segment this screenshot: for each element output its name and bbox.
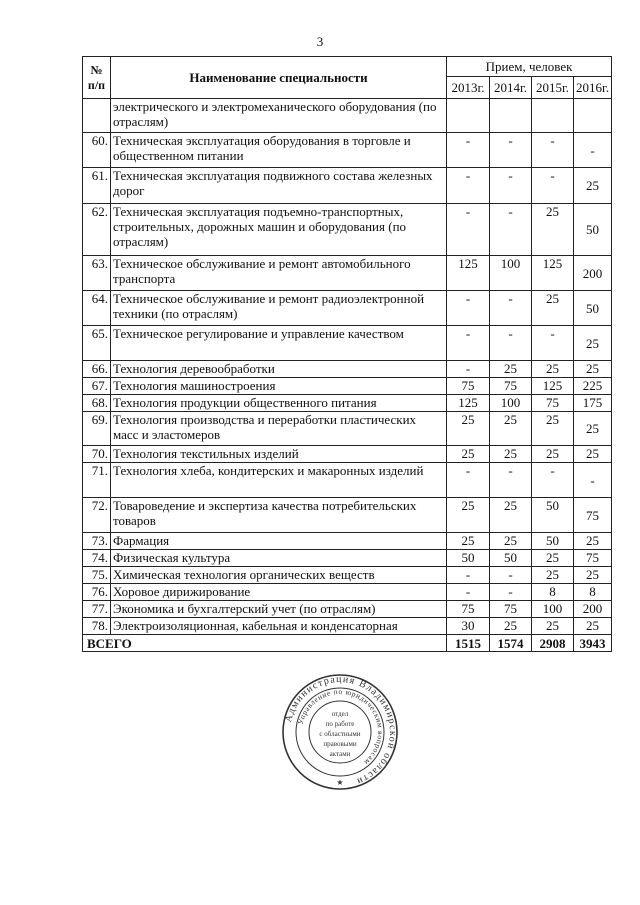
- row-number: 63.: [83, 256, 111, 291]
- table-row: [83, 463, 612, 498]
- row-number: 71.: [83, 463, 111, 498]
- table-row: [83, 99, 612, 133]
- admission-value: 25: [447, 446, 490, 463]
- admission-value: -: [447, 326, 490, 361]
- admission-value: 25: [447, 412, 490, 446]
- header-year: 2015г.: [532, 77, 574, 99]
- admission-value: 25: [490, 498, 532, 533]
- row-number: 74.: [83, 550, 111, 567]
- table-row: [83, 567, 612, 584]
- specialty-name: Химическая технология органических веществ: [111, 567, 447, 584]
- admission-value: -: [532, 168, 574, 204]
- specialty-name: Технология текстильных изделий: [111, 446, 447, 463]
- header-year: 2016г.: [574, 77, 612, 99]
- admission-value: 200: [574, 256, 612, 291]
- admission-value: -: [490, 326, 532, 361]
- admission-value: [532, 99, 574, 133]
- admission-value: 25: [490, 618, 532, 635]
- total-value: 1515: [447, 635, 490, 652]
- seal-outer-text: Администрация Владимирской области: [282, 673, 399, 788]
- header-name: Наименование специальности: [111, 57, 447, 99]
- specialty-name: Хоровое дирижирование: [111, 584, 447, 601]
- admission-value: -: [532, 133, 574, 168]
- header-group: Прием, человек: [447, 57, 612, 77]
- specialty-name: Технология машиностроения: [111, 378, 447, 395]
- admission-value: 25: [532, 412, 574, 446]
- admission-value: 100: [532, 601, 574, 618]
- specialty-name: Товароведение и экспертиза качества потребительских товаров: [111, 498, 447, 533]
- table-row: [83, 584, 612, 601]
- admission-value: -: [447, 133, 490, 168]
- admission-value: 125: [447, 395, 490, 412]
- table-row: [83, 550, 612, 567]
- admission-value: [490, 99, 532, 133]
- specialty-name: Технология производства и переработки пластических масс и эластомеров: [111, 412, 447, 446]
- page-number: 3: [316, 34, 324, 49]
- admission-value: 75: [447, 378, 490, 395]
- admission-value: 125: [532, 378, 574, 395]
- admission-value: 100: [490, 395, 532, 412]
- seal-center-line: по работе: [325, 720, 355, 728]
- row-number: 60.: [83, 133, 111, 168]
- table-row: [83, 133, 612, 168]
- admission-value: -: [532, 326, 574, 361]
- seal-star-icon: ★: [336, 778, 344, 787]
- row-number: 73.: [83, 533, 111, 550]
- row-number: 68.: [83, 395, 111, 412]
- specialty-name: электрического и электромеханического оборудования (по отраслям): [111, 99, 447, 133]
- row-number: 61.: [83, 168, 111, 204]
- admission-value: 25: [532, 204, 574, 256]
- seal-center-line: правовыми: [323, 740, 357, 748]
- admission-value: 50: [532, 533, 574, 550]
- table-row: [83, 498, 612, 533]
- row-number: 65.: [83, 326, 111, 361]
- row-number: 67.: [83, 378, 111, 395]
- total-label: ВСЕГО: [83, 635, 447, 652]
- row-number: 69.: [83, 412, 111, 446]
- table-row: [83, 291, 612, 326]
- row-number: 62.: [83, 204, 111, 256]
- admission-value: 25: [574, 618, 612, 635]
- admission-value: 25: [490, 412, 532, 446]
- total-value: 1574: [490, 635, 532, 652]
- row-number: 70.: [83, 446, 111, 463]
- specialty-name: Техническая эксплуатация оборудования в торговле и общественном питании: [111, 133, 447, 168]
- admission-value: 100: [490, 256, 532, 291]
- admission-value: 75: [447, 601, 490, 618]
- seal-center-line: с областными: [319, 730, 361, 738]
- specialty-name: Техническое обслуживание и ремонт радиоэлектронной техники (по отраслям): [111, 291, 447, 326]
- seal-ring-text: Управление по юридическим вопросам: [295, 686, 386, 768]
- row-number: 78.: [83, 618, 111, 635]
- admission-value: -: [447, 567, 490, 584]
- specialty-name: Экономика и бухгалтерский учет (по отраслям): [111, 601, 447, 618]
- admission-value: 50: [490, 550, 532, 567]
- admission-value: [574, 99, 612, 133]
- admission-value: 125: [447, 256, 490, 291]
- admission-value: 50: [447, 550, 490, 567]
- admission-value: 25: [490, 533, 532, 550]
- admission-value: -: [447, 361, 490, 378]
- specialty-name: Фармация: [111, 533, 447, 550]
- header-num: № п/п: [83, 57, 111, 99]
- specialty-name: Техническое обслуживание и ремонт автомобильного транспорта: [111, 256, 447, 291]
- admission-value: 25: [490, 361, 532, 378]
- table-row: [83, 204, 612, 256]
- admission-value: -: [574, 133, 612, 168]
- admission-value: 50: [532, 498, 574, 533]
- admission-value: 75: [574, 550, 612, 567]
- admission-value: 25: [574, 326, 612, 361]
- admission-value: 75: [490, 601, 532, 618]
- total-row: [83, 635, 612, 652]
- total-value: 3943: [574, 635, 612, 652]
- admission-value: 25: [574, 567, 612, 584]
- table-row: [83, 446, 612, 463]
- admission-value: 25: [532, 567, 574, 584]
- table-row: [83, 618, 612, 635]
- admission-value: -: [532, 463, 574, 498]
- admission-value: 25: [532, 550, 574, 567]
- specialty-name: Технология продукции общественного питания: [111, 395, 447, 412]
- admission-value: 25: [490, 446, 532, 463]
- admission-value: -: [490, 291, 532, 326]
- official-seal: [281, 673, 399, 791]
- admission-value: 25: [574, 533, 612, 550]
- admission-value: -: [490, 463, 532, 498]
- header-year: 2013г.: [447, 77, 490, 99]
- admission-value: 25: [574, 412, 612, 446]
- admission-value: -: [447, 291, 490, 326]
- table-row: [83, 256, 612, 291]
- row-number: 72.: [83, 498, 111, 533]
- admission-value: -: [447, 584, 490, 601]
- admission-value: 25: [532, 618, 574, 635]
- admission-value: 25: [532, 361, 574, 378]
- admission-value: 25: [532, 291, 574, 326]
- admission-value: 25: [574, 446, 612, 463]
- admission-value: [447, 99, 490, 133]
- row-number: 75.: [83, 567, 111, 584]
- admission-value: 25: [532, 446, 574, 463]
- admission-value: 8: [574, 584, 612, 601]
- admission-value: -: [490, 567, 532, 584]
- admission-value: 25: [574, 168, 612, 204]
- table-row: [83, 395, 612, 412]
- specialty-name: Техническое регулирование и управление качеством: [111, 326, 447, 361]
- admission-value: 225: [574, 378, 612, 395]
- admission-value: -: [447, 463, 490, 498]
- admission-value: 125: [532, 256, 574, 291]
- table-row: [83, 361, 612, 378]
- specialty-name: Технология деревообработки: [111, 361, 447, 378]
- admission-value: -: [574, 463, 612, 498]
- admission-value: 75: [490, 378, 532, 395]
- admission-value: 200: [574, 601, 612, 618]
- admission-value: -: [447, 168, 490, 204]
- table-row: [83, 378, 612, 395]
- admission-value: -: [490, 168, 532, 204]
- table-row: [83, 412, 612, 446]
- specialty-name: Электроизоляционная, кабельная и конденсаторная: [111, 618, 447, 635]
- admission-value: -: [490, 133, 532, 168]
- specialty-name: Физическая культура: [111, 550, 447, 567]
- specialty-name: Техническая эксплуатация подвижного состава железных дорог: [111, 168, 447, 204]
- specialty-name: Технология хлеба, кондитерских и макаронных изделий: [111, 463, 447, 498]
- admission-value: 25: [447, 533, 490, 550]
- table-row: [83, 326, 612, 361]
- row-number: 77.: [83, 601, 111, 618]
- admission-value: -: [490, 584, 532, 601]
- admission-value: -: [490, 204, 532, 256]
- admission-value: 50: [574, 291, 612, 326]
- table-row: [83, 168, 612, 204]
- admission-value: 8: [532, 584, 574, 601]
- admission-value: 25: [447, 498, 490, 533]
- admission-value: 75: [532, 395, 574, 412]
- admission-value: 175: [574, 395, 612, 412]
- admission-value: 30: [447, 618, 490, 635]
- total-value: 2908: [532, 635, 574, 652]
- admission-value: 25: [574, 361, 612, 378]
- row-number: [83, 99, 111, 133]
- row-number: 64.: [83, 291, 111, 326]
- seal-center-line: актами: [329, 750, 351, 758]
- seal-center-line: отдел: [331, 710, 349, 718]
- admissions-table: [82, 56, 612, 652]
- admission-value: -: [447, 204, 490, 256]
- row-number: 66.: [83, 361, 111, 378]
- specialty-name: Техническая эксплуатация подъемно-транспортных, строительных, дорожных машин и оборудования (по отраслям): [111, 204, 447, 256]
- table-row: [83, 601, 612, 618]
- admission-value: 75: [574, 498, 612, 533]
- header-year: 2014г.: [490, 77, 532, 99]
- table-row: [83, 533, 612, 550]
- row-number: 76.: [83, 584, 111, 601]
- admission-value: 50: [574, 204, 612, 256]
